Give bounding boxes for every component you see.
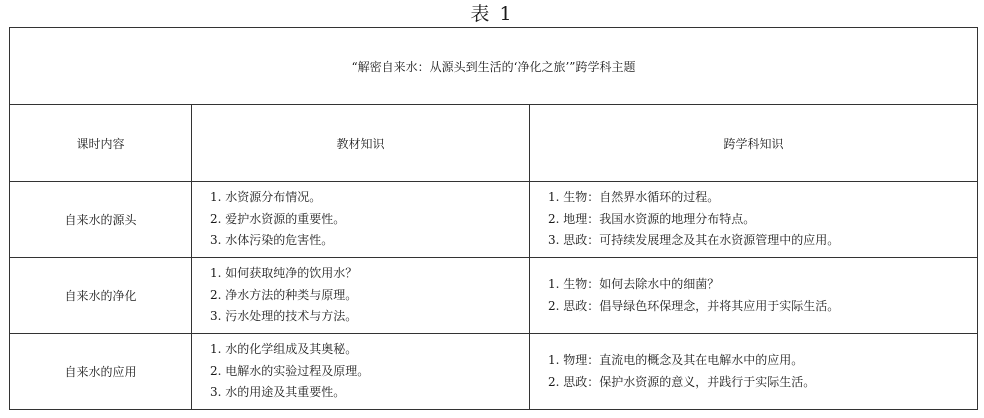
list-item: 1. 物理：直流电的概念及其在电解水中的应用。	[548, 353, 804, 367]
lesson-topic: 自来水的应用	[10, 334, 192, 410]
list-item: 2. 电解水的实验过程及原理。	[210, 363, 370, 378]
cross-knowledge-cell	[530, 334, 978, 410]
lesson-topic: 自来水的净化	[10, 258, 192, 334]
list-item: 2. 思政：保护水资源的意义，并践行于实际生活。	[548, 374, 816, 389]
table-row	[10, 334, 978, 410]
list-item: 2. 思政：倡导绿色环保理念，并将其应用于实际生活。	[548, 298, 840, 313]
table-caption: 表 1	[470, 3, 514, 25]
header-lesson-content: 课时内容	[10, 105, 192, 182]
list-item: 1. 水的化学组成及其奥秘。	[210, 342, 358, 357]
table-row	[10, 258, 978, 334]
curriculum-table	[9, 27, 978, 410]
list-item: 3. 水的用途及其重要性。	[210, 385, 346, 400]
list-item: 1. 生物：如何去除水中的细菌？	[548, 277, 720, 291]
list-item: 1. 如何获取纯净的饮用水？	[210, 266, 358, 281]
list-item: 1. 水资源分布情况。	[210, 190, 322, 205]
header-cross-disciplinary-knowledge: 跨学科知识	[530, 105, 978, 182]
cross-knowledge-cell	[530, 182, 978, 258]
list-item: 1. 生物：自然界水循环的过程。	[548, 190, 720, 205]
list-item: 3. 水体污染的危害性。	[210, 233, 334, 248]
list-item: 2. 地理：我国水资源的地理分布特点。	[548, 211, 756, 226]
lesson-topic: 自来水的源头	[10, 182, 192, 258]
cross-knowledge-cell	[530, 258, 978, 334]
header-textbook-knowledge: 教材知识	[192, 105, 530, 182]
list-item: 2. 净水方法的种类与原理。	[210, 287, 358, 302]
textbook-knowledge-cell	[192, 334, 530, 410]
table-row	[10, 182, 978, 258]
textbook-knowledge-cell	[192, 182, 530, 258]
list-item: 2. 爱护水资源的重要性。	[210, 211, 346, 226]
textbook-knowledge-cell	[192, 258, 530, 334]
list-item: 3. 污水处理的技术与方法。	[210, 309, 358, 324]
list-item: 3. 思政：可持续发展理念及其在水资源管理中的应用。	[548, 233, 840, 248]
table-title: “解密自来水：从源头到生活的‘净化之旅’”跨学科主题	[10, 28, 978, 105]
